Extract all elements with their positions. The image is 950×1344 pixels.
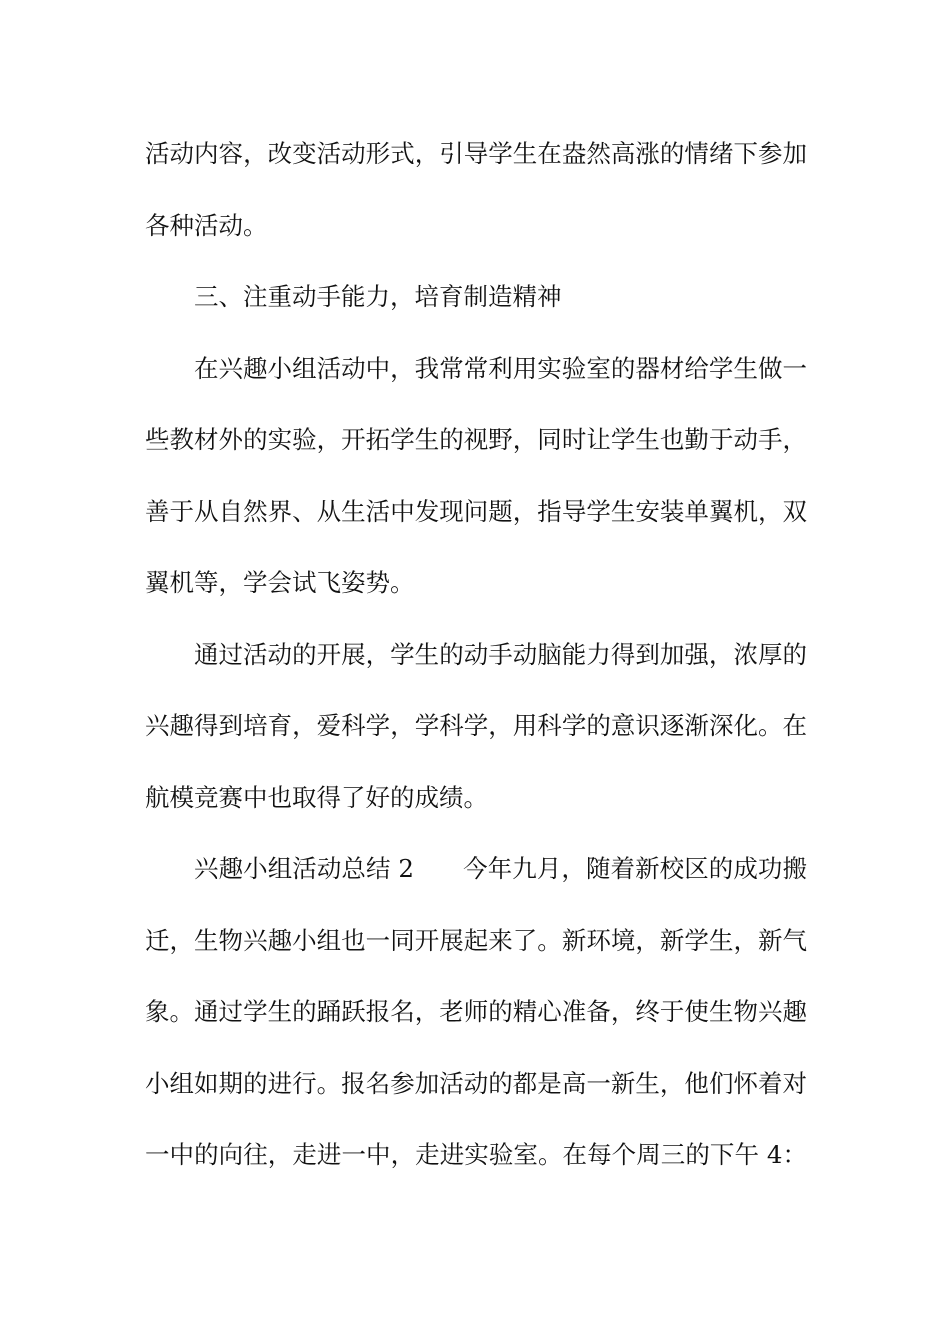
text-line: 兴趣小组活动总结 2 今年九月，随着新校区的成功搬 (194, 854, 807, 883)
text-line: 善于从自然界、从生活中发现问题，指导学生安装单翼机，双 (145, 496, 807, 526)
text-line: 三、注重动手能力，培育制造精神 (194, 282, 562, 311)
text-line: 航模竞赛中也取得了好的成绩。 (145, 782, 488, 812)
text-line: 迁，生物兴趣小组也一同开展起来了。新环境，新学生，新气 (145, 925, 807, 955)
text-line: 一中的向往，走进一中，走进实验室。在每个周三的下午 4： (145, 1140, 807, 1169)
text-line: 通过活动的开展，学生的动手动脑能力得到加强，浓厚的 (194, 639, 807, 669)
text-line: 活动内容，改变活动形式，引导学生在盎然高涨的情绪下参加 (145, 139, 807, 168)
text-line: 在兴趣小组活动中，我常常利用实验室的器材给学生做一 (194, 353, 807, 383)
document-body (145, 132, 807, 1205)
text-line: 象。通过学生的踊跃报名，老师的精心准备，终于使生物兴趣 (145, 997, 807, 1026)
text-line: 些教材外的实验，开拓学生的视野，同时让学生也勤于动手， (145, 425, 807, 454)
text-line: 各种活动。 (145, 210, 268, 240)
text-line: 小组如期的进行。报名参加活动的都是高一新生，他们怀着对 (145, 1068, 807, 1098)
text-line: 兴趣得到培育，爱科学，学科学，用科学的意识逐渐深化。在 (145, 711, 807, 740)
text-line: 翼机等，学会试飞姿势。 (145, 568, 415, 597)
